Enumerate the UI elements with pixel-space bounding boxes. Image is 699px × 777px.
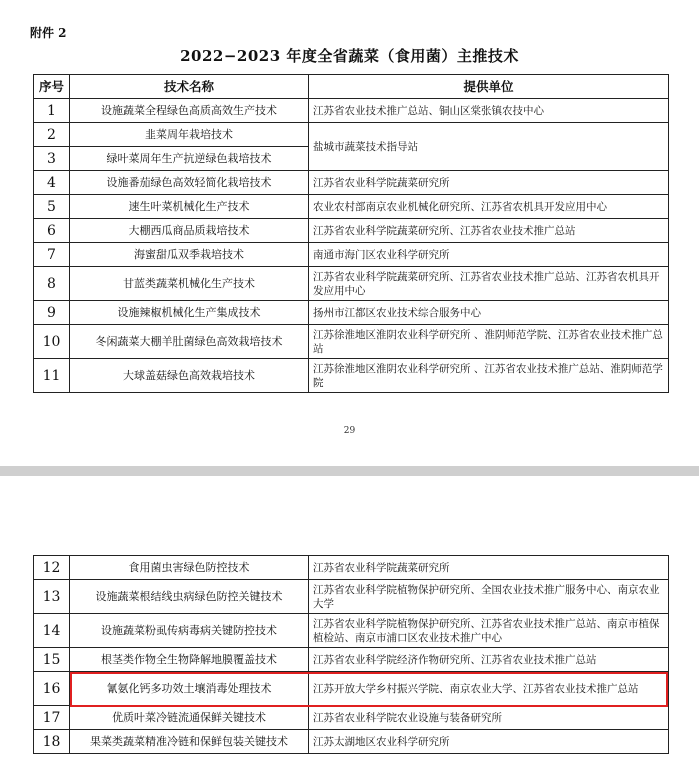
row-provider: 江苏徐淮地区淮阴农业科学研究所 、淮阴师范学院、江苏省农业技术推广总站 xyxy=(309,325,669,359)
row-num: 9 xyxy=(34,301,70,325)
table-row xyxy=(34,556,669,580)
row-tech-name: 氰氨化钙多功效土壤消毒处理技术 xyxy=(70,672,309,706)
row-provider: 江苏开放大学乡村振兴学院、南京农业大学、江苏省农业技术推广总站 xyxy=(309,672,669,706)
row-provider: 江苏省农业科学院植物保护研究所、全国农业技术推广服务中心、南京农业大学 xyxy=(309,580,669,614)
row-provider: 农业农村部南京农业机械化研究所、江苏省农机具开发应用中心 xyxy=(309,195,669,219)
table-row xyxy=(34,99,669,123)
row-tech-name: 果菜类蔬菜精准冷链和保鲜包装关键技术 xyxy=(70,730,309,754)
tech-table-top xyxy=(33,74,669,393)
row-num: 6 xyxy=(34,219,70,243)
row-provider: 江苏太湖地区农业科学研究所 xyxy=(309,730,669,754)
tech-table-bottom xyxy=(33,555,669,754)
row-num: 7 xyxy=(34,243,70,267)
row-num: 12 xyxy=(34,556,70,580)
row-tech-name: 韭菜周年栽培技术 xyxy=(70,123,309,147)
row-tech-name: 设施蔬菜根结线虫病绿色防控关键技术 xyxy=(70,580,309,614)
row-provider: 江苏省农业科学院经济作物研究所、江苏省农业技术推广总站 xyxy=(309,648,669,672)
row-tech-name: 速生叶菜机械化生产技术 xyxy=(70,195,309,219)
table-row xyxy=(34,730,669,754)
row-provider: 盐城市蔬菜技术指导站 xyxy=(309,123,669,171)
row-num: 18 xyxy=(34,730,70,754)
row-provider: 南通市海门区农业科学研究所 xyxy=(309,243,669,267)
row-provider: 江苏省农业科学院蔬菜研究所 xyxy=(309,556,669,580)
header-unit: 提供单位 xyxy=(309,75,669,99)
row-tech-name: 大球盖菇绿色高效栽培技术 xyxy=(70,359,309,393)
table-row xyxy=(34,195,669,219)
table-row xyxy=(34,171,669,195)
table-row xyxy=(34,580,669,614)
page-title: 2022−2023 年度全省蔬菜（食用菌）主推技术 xyxy=(180,47,519,65)
row-tech-name: 大棚西瓜商品质栽培技术 xyxy=(70,219,309,243)
row-provider: 江苏省农业科学院蔬菜研究所、江苏省农业技术推广总站 xyxy=(309,219,669,243)
attachment-label: 附件 2 xyxy=(30,26,67,40)
row-num: 1 xyxy=(34,99,70,123)
row-provider: 江苏省农业技术推广总站、铜山区棠张镇农技中心 xyxy=(309,99,669,123)
table-row xyxy=(34,648,669,672)
row-tech-name: 设施蔬菜粉虱传病毒病关键防控技术 xyxy=(70,614,309,648)
row-num: 5 xyxy=(34,195,70,219)
row-tech-name: 设施辣椒机械化生产集成技术 xyxy=(70,301,309,325)
row-num: 3 xyxy=(34,147,70,171)
row-provider: 江苏省农业科学院蔬菜研究所 xyxy=(309,171,669,195)
table-row xyxy=(34,123,669,147)
row-tech-name: 海蜜甜瓜双季栽培技术 xyxy=(70,243,309,267)
row-provider: 江苏徐淮地区淮阴农业科学研究所 、江苏省农业技术推广总站、淮阴师范学院 xyxy=(309,359,669,393)
table-row xyxy=(34,219,669,243)
table-row xyxy=(34,706,669,730)
table-row xyxy=(34,301,669,325)
row-num: 17 xyxy=(34,706,70,730)
row-num: 14 xyxy=(34,614,70,648)
row-provider: 扬州市江都区农业技术综合服务中心 xyxy=(309,301,669,325)
row-num: 4 xyxy=(34,171,70,195)
row-num: 8 xyxy=(34,267,70,301)
table-row xyxy=(34,614,669,648)
row-tech-name: 根茎类作物全生物降解地膜覆盖技术 xyxy=(70,648,309,672)
row-tech-name: 设施番茄绿色高效轻简化栽培技术 xyxy=(70,171,309,195)
header-num: 序号 xyxy=(34,75,70,99)
row-tech-name: 食用菌虫害绿色防控技术 xyxy=(70,556,309,580)
row-tech-name: 优质叶菜冷链流通保鲜关键技术 xyxy=(70,706,309,730)
row-tech-name: 冬闲蔬菜大棚羊肚菌绿色高效栽培技术 xyxy=(70,325,309,359)
header-name: 技术名称 xyxy=(70,75,309,99)
row-tech-name: 绿叶菜周年生产抗逆绿色栽培技术 xyxy=(70,147,309,171)
row-provider: 江苏省农业科学院蔬菜研究所、江苏省农业技术推广总站、江苏省农机具开发应用中心 xyxy=(309,267,669,301)
row-num: 13 xyxy=(34,580,70,614)
table-header-row xyxy=(34,75,669,99)
row-provider: 江苏省农业科学院农业设施与装备研究所 xyxy=(309,706,669,730)
row-num: 15 xyxy=(34,648,70,672)
table-row xyxy=(34,243,669,267)
table-row xyxy=(34,325,669,359)
row-tech-name: 甘蓝类蔬菜机械化生产技术 xyxy=(70,267,309,301)
row-num: 16 xyxy=(34,672,70,706)
table-row xyxy=(34,267,669,301)
table-row xyxy=(34,672,669,706)
row-provider: 江苏省农业科学院植物保护研究所、江苏省农业技术推广总站、南京市植保植检站、南京市浦口区农业技术推广中心 xyxy=(309,614,669,648)
row-num: 10 xyxy=(34,325,70,359)
row-tech-name: 设施蔬菜全程绿色高质高效生产技术 xyxy=(70,99,309,123)
page-separator xyxy=(0,466,699,476)
row-num: 2 xyxy=(34,123,70,147)
table-row xyxy=(34,359,669,393)
row-num: 11 xyxy=(34,359,70,393)
page-number: 29 xyxy=(343,426,356,436)
